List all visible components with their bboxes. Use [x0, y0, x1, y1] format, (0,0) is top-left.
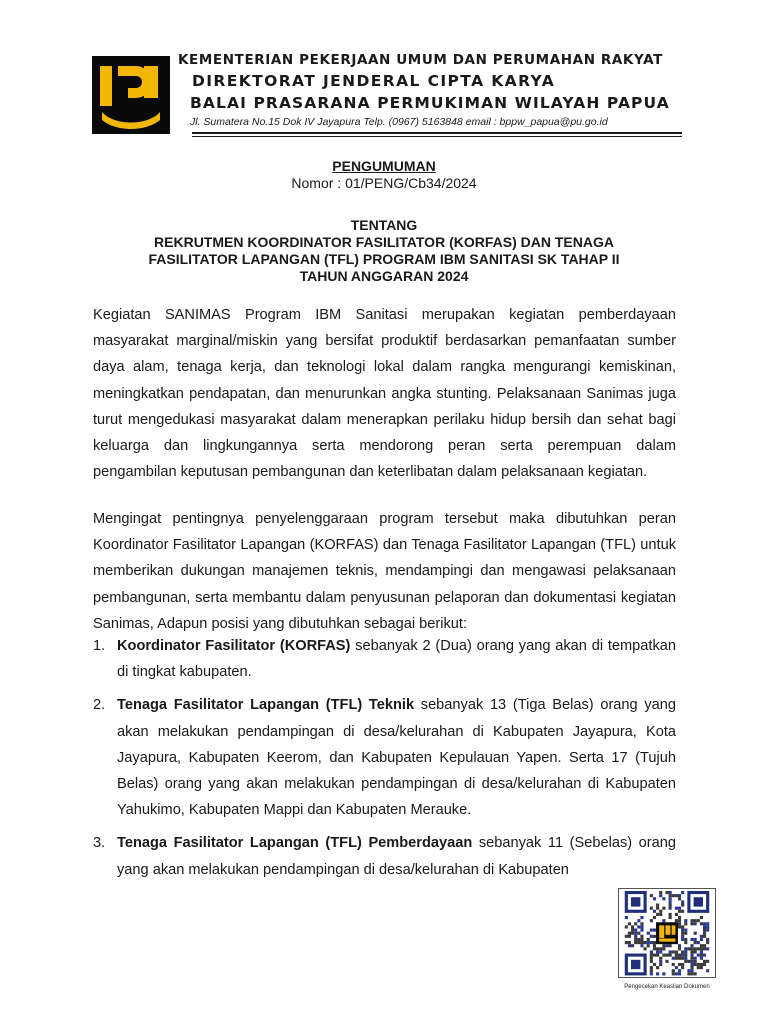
- position-title: Koordinator Fasilitator (KORFAS): [117, 638, 351, 654]
- about-label: TENTANG: [350, 217, 418, 233]
- list-item-number: 1.: [93, 638, 106, 654]
- subject-line-2: FASILITATOR LAPANGAN (TFL) PROGRAM IBM SANITASI SK TAHAP II: [148, 251, 620, 267]
- paragraph-intro: Kegiatan SANIMAS Program IBM Sanitasi merupakan kegiatan pemberdayaan masyarakat marginal/miskin yang bersifat produktif berdasarkan pemanfaatan sumber daya alam, tenaga kerja, dan teknologi lokal dalam rangka mengurangi kemiskinan, meningkatkan pendapatan, dan menurunkan angka stunting. Pelaksanaan Sanimas juga turut mengedukasi masyarakat dalam menerapkan perilaku hidup bersih dan sehat bagi keluarga dan lingkungannya serta mendorong peran serta perempuan dalam pengambilan keputusan pembangunan dan keterlibatan dalam pelaksanaan kegiatan.: [93, 307, 676, 481]
- list-item: [93, 692, 676, 823]
- ministry-name: KEMENTERIAN PEKERJAAN UMUM DAN PERUMAHAN RAKYAT: [178, 52, 663, 68]
- organization-block: [178, 52, 682, 128]
- letterhead-divider-thick: [192, 132, 682, 134]
- subject-line-1: REKRUTMEN KOORDINATOR FASILITATOR (KORFAS) DAN TENAGA: [154, 234, 614, 250]
- position-title: Tenaga Fasilitator Lapangan (TFL) Pemberdayaan: [117, 835, 473, 852]
- office-name: BALAI PRASARANA PERMUKIMAN WILAYAH PAPUA: [190, 94, 670, 112]
- position-description: sebanyak 2 (Dua) orang yang akan di tempatkan di tingkat kabupaten.: [117, 638, 677, 681]
- announcement-subject: [0, 217, 768, 285]
- office-address: Jl. Sumatera No.15 Dok IV Jayapura Telp. (0967) 5163848 email : bppw_papua@pu.go.id: [190, 116, 608, 128]
- subject-line-3: TAHUN ANGGARAN 2024: [299, 268, 469, 284]
- position-title: Tenaga Fasilitator Lapangan (TFL) Teknik: [117, 697, 415, 714]
- paragraph-need: Mengingat pentingnya penyelenggaraan program tersebut maka dibutuhkan peran Koordinator Fasilitator Lapangan (KORFAS) dan Tenaga Fasilitator Lapangan (TFL) untuk memberikan dukungan manajemen teknis, mendampingi dan mengawasi pelaksanaan pembangunan, serta membantu dalam penyusunan pelaporan dan dokumentasi kegiatan Sanimas, Adapun posisi yang dibutuhkan sebagai berikut:: [93, 511, 676, 632]
- letterhead: [92, 52, 682, 140]
- list-item: [93, 633, 676, 685]
- verification-caption: Pengecekan Keaslian Dokumen: [624, 984, 710, 990]
- list-item-number: 3.: [93, 835, 106, 852]
- list-item-number: 2.: [93, 697, 106, 714]
- positions-list: [93, 633, 676, 890]
- position-description: sebanyak 11 (Sebelas) orang yang akan melakukan pendampingan di desa/kelurahan di Kabupaten: [117, 835, 676, 878]
- announcement-title: PENGUMUMAN: [332, 158, 436, 174]
- verification-qr[interactable]: [618, 888, 716, 988]
- pupr-logo-icon: [92, 56, 170, 134]
- letterhead-divider-thin: [192, 136, 682, 137]
- announcement-number: Nomor : 01/PENG/Cb34/2024: [291, 175, 477, 191]
- qr-code-icon[interactable]: [618, 888, 716, 978]
- position-description: sebanyak 13 (Tiga Belas) orang yang akan melakukan pendampingan di desa/kelurahan di Kabupaten Jayapura, Kota Jayapura, Kabupaten Keerom, dan Kabupaten Kepulauan Yapen. Serta 17 (Tujuh Belas) orang yang akan melakukan pendampingan di desa/kelurahan di Kabupaten Yahukimo, Kabupaten Mappi dan Kabupaten Merauke.: [117, 697, 676, 819]
- list-item: [93, 830, 676, 882]
- directorate-name: DIREKTORAT JENDERAL CIPTA KARYA: [192, 72, 556, 90]
